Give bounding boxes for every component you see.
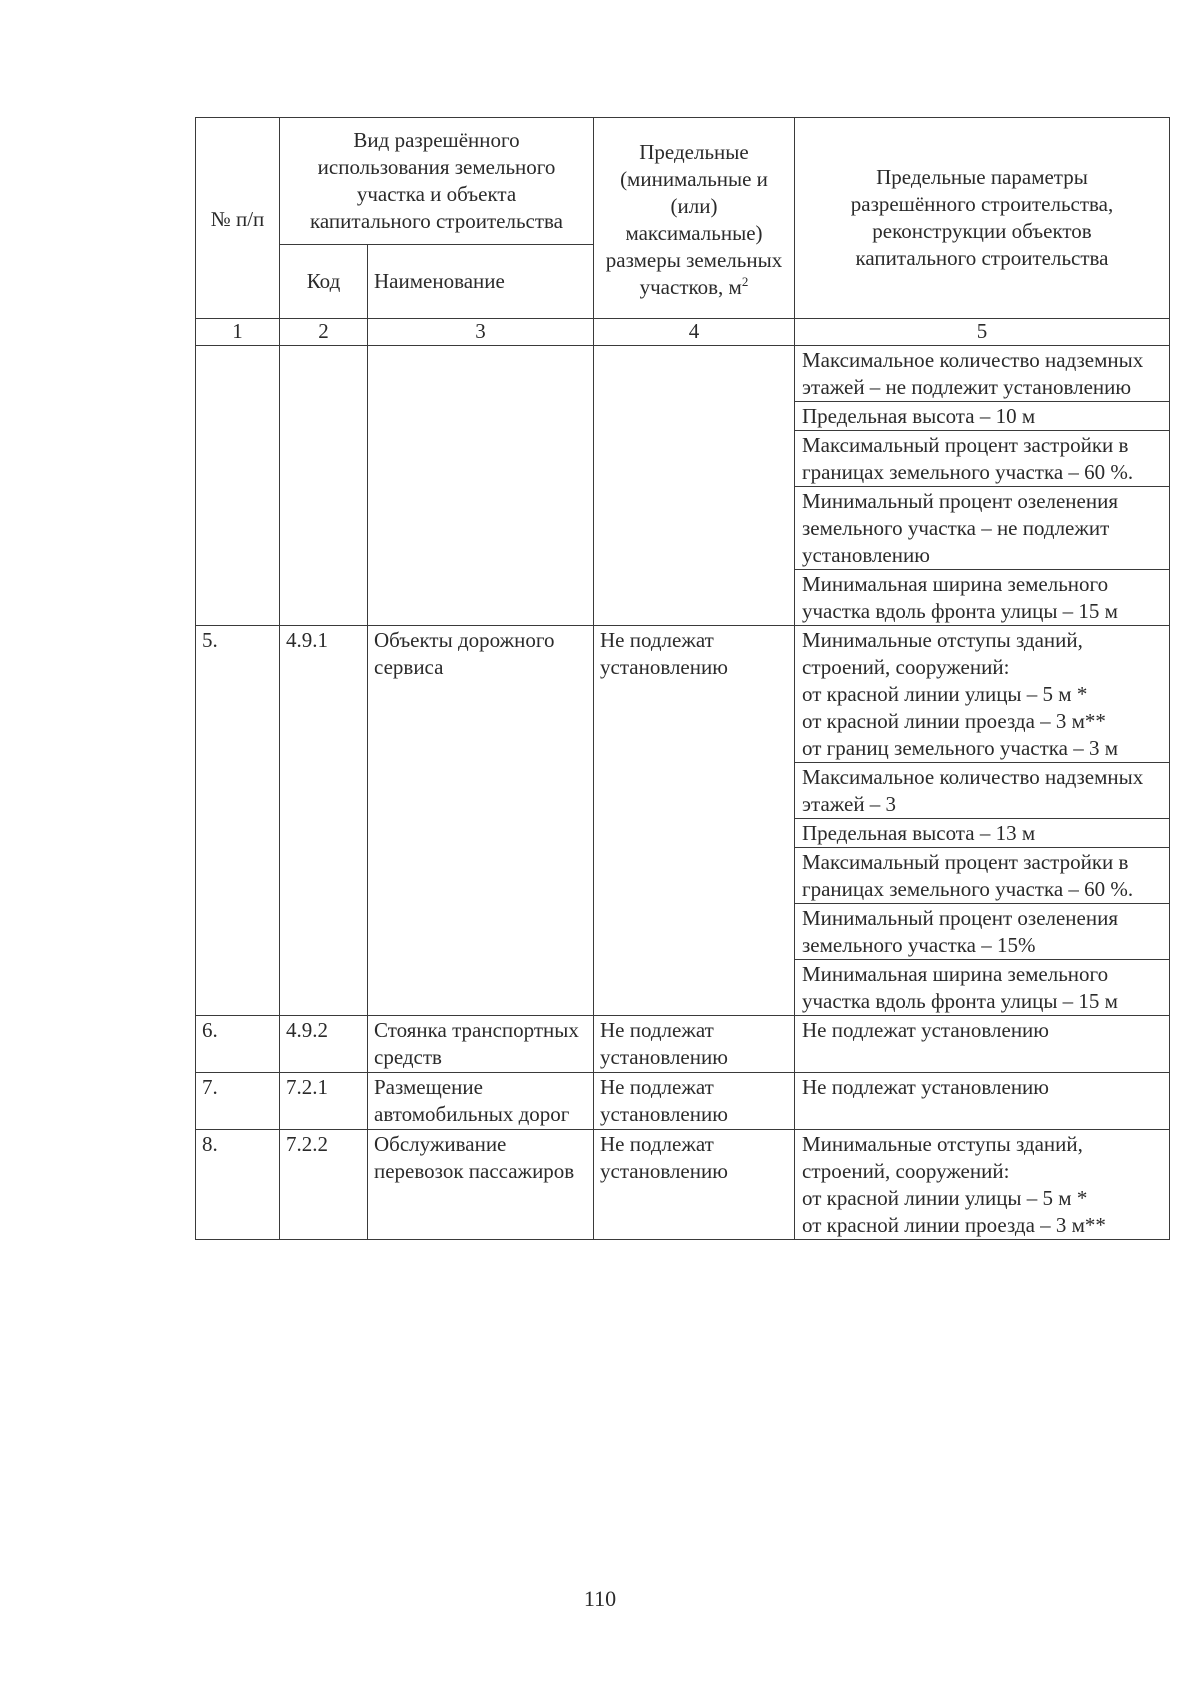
row-name-cell: Размещение автомобильных дорог [368,1073,594,1130]
table-row [196,1073,1170,1130]
header-params: Предельные параметры разрешённого строительства, реконструкции объектов капитального строительства [795,118,1170,319]
param-item: Предельная высота – 10 м [795,402,1169,431]
header-sizes-text: Предельные (минимальные и (или) максимальные) размеры земельных участков, м [605,139,783,299]
row-name-cell: Стоянка транспортных средств [368,1016,594,1073]
row-name-cell: Обслуживание перевозок пассажиров [368,1130,594,1240]
param-item: Максимальный процент застройки в границах земельного участка – 60 %. [795,848,1169,904]
regulations-table [195,117,1170,1240]
row-name-cell [368,346,594,626]
header-num: № п/п [196,118,280,319]
column-number-row [196,319,1170,346]
param-item: Минимальные отступы зданий, строений, сооружений: от красной линии улицы – 5 м * от красной линии проезда – 3 м** от границ земельного участка – 3 м [795,626,1169,763]
table-body [196,118,1170,1240]
row-num-cell: 6. [196,1016,280,1073]
col-number: 3 [368,319,594,346]
header-sizes-unit: 2 [741,273,749,289]
row-code-cell: 4.9.2 [280,1016,368,1073]
param-item: Минимальный процент озеленения земельного участка – не подлежит установлению [795,487,1169,570]
col-number: 4 [594,319,795,346]
header-name: Наименование [368,245,594,319]
row-num-cell [196,346,280,626]
param-item: Не подлежат установлению [802,1075,1049,1099]
param-item: Максимальный процент застройки в границах земельного участка – 60 %. [795,431,1169,487]
col-number: 2 [280,319,368,346]
page-number: 110 [583,1586,617,1611]
row-sizes-cell: Не подлежат установлению [594,1016,795,1073]
row-name-cell: Объекты дорожного сервиса [368,626,594,1016]
table-row [196,346,1170,626]
table-row [196,626,1170,1016]
param-item: Максимальное количество надземных этажей – 3 [795,763,1169,819]
param-item: Минимальный процент озеленения земельного участка – 15% [795,904,1169,960]
header-code: Код [280,245,368,319]
row-sizes-cell: Не подлежат установлению [594,1073,795,1130]
row-params-cell [795,1016,1170,1073]
row-num-cell: 7. [196,1073,280,1130]
header-use-type: Вид разрешённого использования земельного участка и объекта капитального строительства [280,118,594,245]
row-code-cell: 4.9.1 [280,626,368,1016]
row-sizes-cell: Не подлежат установлению [594,1130,795,1240]
row-num-cell: 8. [196,1130,280,1240]
col-number: 1 [196,319,280,346]
param-item: Предельная высота – 13 м [795,819,1169,848]
table-row [196,1130,1170,1240]
row-params-cell [795,1130,1170,1240]
row-code-cell [280,346,368,626]
row-code-cell: 7.2.2 [280,1130,368,1240]
row-sizes-cell [594,346,795,626]
table-row [196,1016,1170,1073]
row-params-cell [795,346,1170,626]
param-item: Минимальная ширина земельного участка вдоль фронта улицы – 15 м [802,572,1118,623]
row-params-cell [795,1073,1170,1130]
row-sizes-cell: Не подлежат установлению [594,626,795,1016]
row-num-cell: 5. [196,626,280,1016]
param-item: Не подлежат установлению [802,1018,1049,1042]
col-number: 5 [795,319,1170,346]
row-code-cell: 7.2.1 [280,1073,368,1130]
param-item: Максимальное количество надземных этажей – не подлежит установлению [795,346,1169,402]
header-sizes [594,118,795,319]
header-row [196,118,1170,245]
param-item: Минимальные отступы зданий, строений, сооружений: от красной линии улицы – 5 м * от красной линии проезда – 3 м** [802,1132,1106,1237]
row-params-cell [795,626,1170,1016]
param-item: Минимальная ширина земельного участка вдоль фронта улицы – 15 м [802,962,1118,1013]
